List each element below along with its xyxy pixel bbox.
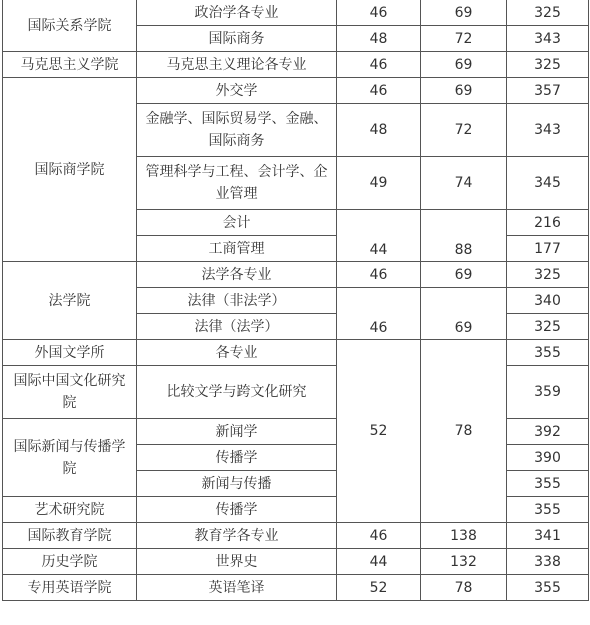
score-total-cell: 392 xyxy=(507,419,589,445)
major-cell: 比较文学与跨文化研究 xyxy=(137,366,337,419)
major-cell: 传播学 xyxy=(137,445,337,471)
score-total-cell: 355 xyxy=(507,575,589,601)
college-cell: 专用英语学院 xyxy=(3,575,137,601)
major-cell: 政治学各专业 xyxy=(137,0,337,26)
score-total-cell: 325 xyxy=(507,52,589,78)
college-cell xyxy=(3,0,137,52)
score-a-cell: 46 xyxy=(337,523,421,549)
score-total-cell: 345 xyxy=(507,157,589,210)
major-cell: 马克思主义理论各专业 xyxy=(137,52,337,78)
score-b-cell: 132 xyxy=(421,549,507,575)
score-a-cell: 52 xyxy=(337,340,421,523)
score-b-cell: 78 xyxy=(421,340,507,523)
college-cell: 法学院 xyxy=(3,262,137,340)
score-b-cell: 69 xyxy=(421,288,507,340)
score-b-cell: 69 xyxy=(421,0,507,26)
major-cell: 世界史 xyxy=(137,549,337,575)
score-total-cell: 355 xyxy=(507,471,589,497)
table-row xyxy=(3,78,589,104)
score-total-cell: 355 xyxy=(507,340,589,366)
table-row xyxy=(3,575,589,601)
score-a-cell: 48 xyxy=(337,26,421,52)
score-a-cell: 46 xyxy=(337,262,421,288)
major-cell: 工商管理 xyxy=(137,236,337,262)
college-cell: 国际商学院 xyxy=(3,78,137,262)
major-cell: 外交学 xyxy=(137,78,337,104)
score-a-cell: 46 xyxy=(337,288,421,340)
score-b-cell: 69 xyxy=(421,52,507,78)
score-a-cell: 44 xyxy=(337,210,421,262)
score-a-cell: 46 xyxy=(337,78,421,104)
table-row xyxy=(3,340,589,366)
major-cell: 教育学各专业 xyxy=(137,523,337,549)
score-a-cell: 48 xyxy=(337,104,421,157)
score-total-cell: 177 xyxy=(507,236,589,262)
major-cell: 金融学、国际贸易学、金融、国际商务 xyxy=(137,104,337,157)
score-a-cell: 49 xyxy=(337,157,421,210)
major-cell: 传播学 xyxy=(137,497,337,523)
score-total-cell: 338 xyxy=(507,549,589,575)
table-row xyxy=(3,262,589,288)
table-row xyxy=(3,52,589,78)
score-total-cell: 355 xyxy=(507,497,589,523)
table-row xyxy=(3,549,589,575)
score-b-cell: 69 xyxy=(421,78,507,104)
college-label: 国际关系学院 xyxy=(27,17,112,34)
college-cell: 国际中国文化研究院 xyxy=(3,366,137,419)
score-b-cell: 69 xyxy=(421,262,507,288)
score-a-cell: 52 xyxy=(337,575,421,601)
score-total-cell: 357 xyxy=(507,78,589,104)
score-b-cell: 78 xyxy=(421,575,507,601)
major-cell: 新闻与传播 xyxy=(137,471,337,497)
major-cell: 国际商务 xyxy=(137,26,337,52)
major-cell: 法律（法学） xyxy=(137,314,337,340)
score-table xyxy=(2,0,589,601)
college-cell: 外国文学所 xyxy=(3,340,137,366)
score-total-cell: 343 xyxy=(507,26,589,52)
major-cell: 各专业 xyxy=(137,340,337,366)
score-b-cell: 72 xyxy=(421,104,507,157)
major-cell: 管理科学与工程、会计学、企业管理 xyxy=(137,157,337,210)
score-total-cell: 341 xyxy=(507,523,589,549)
college-cell: 国际教育学院 xyxy=(3,523,137,549)
college-cell: 艺术研究院 xyxy=(3,497,137,523)
table-row xyxy=(3,523,589,549)
score-total-cell: 325 xyxy=(507,262,589,288)
major-cell: 英语笔译 xyxy=(137,575,337,601)
score-total-cell: 216 xyxy=(507,210,589,236)
major-cell: 会计 xyxy=(137,210,337,236)
score-a-cell: 44 xyxy=(337,549,421,575)
score-total-cell: 325 xyxy=(507,0,589,26)
college-cell: 马克思主义学院 xyxy=(3,52,137,78)
college-cell: 国际新闻与传播学院 xyxy=(3,419,137,497)
major-cell: 法律（非法学） xyxy=(137,288,337,314)
major-cell: 新闻学 xyxy=(137,419,337,445)
score-b-cell: 138 xyxy=(421,523,507,549)
score-a-cell: 46 xyxy=(337,52,421,78)
score-total-cell: 343 xyxy=(507,104,589,157)
college-cell: 历史学院 xyxy=(3,549,137,575)
score-total-cell: 340 xyxy=(507,288,589,314)
score-b-cell: 74 xyxy=(421,157,507,210)
score-b-cell: 72 xyxy=(421,26,507,52)
score-a-cell: 46 xyxy=(337,0,421,26)
table-row xyxy=(3,0,589,26)
score-total-cell: 325 xyxy=(507,314,589,340)
score-total-cell: 390 xyxy=(507,445,589,471)
score-total-cell: 359 xyxy=(507,366,589,419)
score-b-cell: 88 xyxy=(421,210,507,262)
major-cell: 法学各专业 xyxy=(137,262,337,288)
